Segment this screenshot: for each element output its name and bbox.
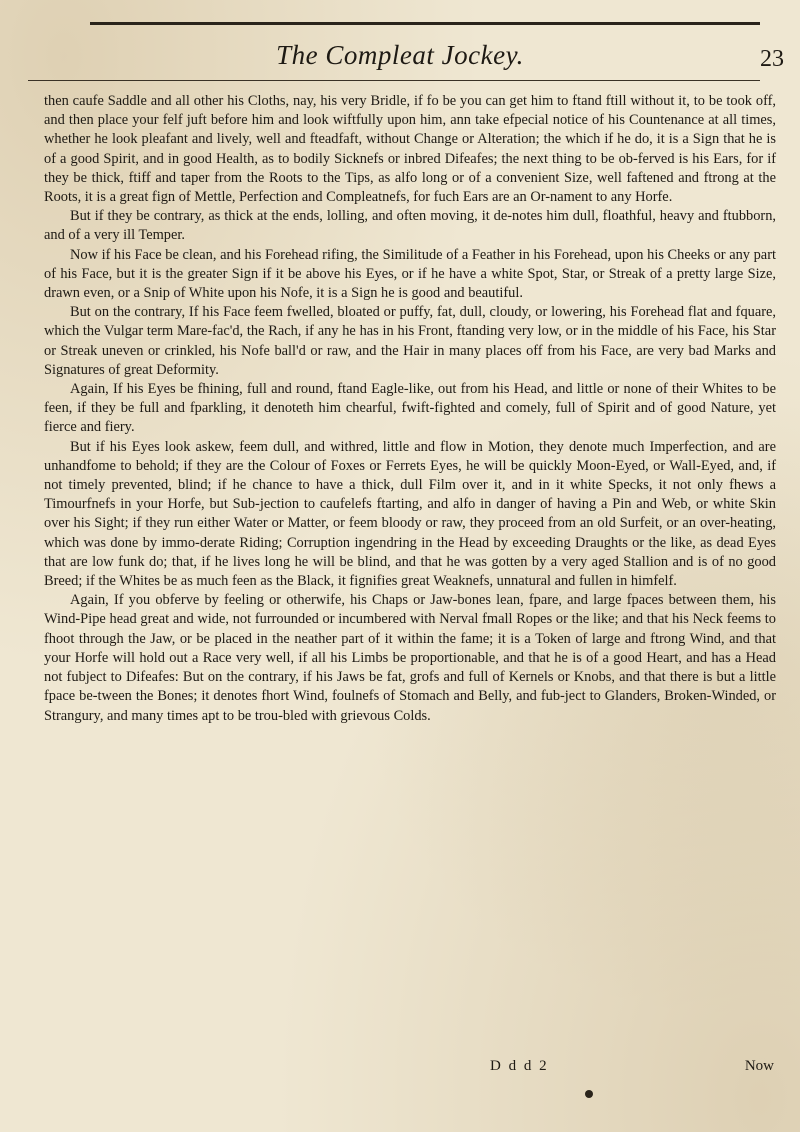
body-text xyxy=(44,92,776,1056)
running-title: The Compleat Jockey. xyxy=(276,40,524,70)
ink-dot-ornament xyxy=(585,1090,593,1098)
page-number: 23 xyxy=(760,46,784,72)
page-header xyxy=(0,0,800,90)
top-rule xyxy=(90,22,760,25)
paragraph: Again, If his Eyes be fhining, full and round, ftand Eagle-like, out from his Head, and little or none of their Whites to be feen, if they be full and fparkling, it denoteth him chearful, fwift-fighted and comely, full of Spirit and of good Nature, yet fierce and fiery. xyxy=(44,381,776,436)
paragraph: But on the contrary, If his Face feem fwelled, bloated or puffy, fat, dull, cloudy, or lowering, his Forehead flat and fquare, which the Vulgar term Mare-fac'd, the Rach, if any he has in his Front, ftanding very low, or in the middle of his Face, his Star or Streak uneven or crinkled, his Nofe ball'd or raw, and the Hair in many places off from his Face, are very bad Marks and Signatures of great Deformity. xyxy=(44,304,776,378)
paragraph: then caufe Saddle and all other his Cloths, nay, his very Bridle, if fo be you can get him to ftand ftill without it, to be took off, and then place your felf juft before him and look wiftfully upon him, ann take efpecial notice of his Countenance at all times, whether he look pleafant and lively, well and fteadfaft, without Change or Alteration; the which if he do, it is a Sign that he is of a good Spirit, and in good Health, as to bodily Sicknefs or inbred Difeafes; the next thing to be ob-ferved is his Ears, for if they be thick, ftiff and taper from the Roots to the Tips, as alfo long or of a convenient Size, well faftened and ftrong at the Roots, it is a great fign of Mettle, Perfection and Compleatnefs, for fuch Ears are an Or-nament to any Horfe. xyxy=(44,93,776,206)
signature-mark: D d d 2 xyxy=(490,1058,549,1074)
catchword: Now xyxy=(744,1058,774,1074)
paragraph: Again, If you obferve by feeling or otherwife, his Chaps or Jaw-bones lean, fpare, and large fpaces between them, his Wind-Pipe head great and wide, not furrounded or incumbered with Nerval fmall Ropes or the like; and that his Neck feems to fhoot through the Jaw, or be placed in the neather part of it within the fame; it is a Token of large and ftrong Wind, and that your Horfe will hold out a Race very well, if all his Limbs be proportionable, and that he is of a good Heart, and has a Head not fubject to Difeafes: But on the contrary, if his Jaws be fat, grofs and full of Kernels or Knobs, and that there is but a little fpace be-tween the Bones; it denotes fhort Wind, foulnefs of Stomach and Belly, and fub-ject to Glanders, Broken-Winded, or Strangury, and many times apt to be trou-bled with grievous Colds. xyxy=(44,592,776,724)
paragraph: But if his Eyes look askew, feem dull, and withred, little and flow in Motion, they denote much Imperfection, and are unhandfome to behold; if they are the Colour of Foxes or Ferrets Eyes, he will be quickly Moon-Eyed, or Wall-Eyed, and, if not timely prevented, blind; if he chance to have a thick, dull Film over it, and in it white Specks, it not only fhews a Timourfnefs in your Horfe, but Sub-jection to caufelefs ftarting, and alfo in danger of having a Pin and Web, or white Skin over his Sight; if they run either Water or Matter, or feem bloody or raw, they proceed from an old Surfeit, or an over-heating, which was done by immo-derate Riding; Corruption ingendring in the Head by exceeding Draughts or the like, as dead Eyes that are low funk do; that, if he lives long he will be blind, and that he was gotten by a very aged Stallion and is of no good Breed; if the Whites be as much feen as the Black, it fignifies great Weaknefs, unnatural and fullen in himfelf. xyxy=(44,438,776,590)
paragraph: Now if his Face be clean, and his Forehead rifing, the Similitude of a Feather in his Forehead, upon his Cheeks or any part of his Face, but it is the greater Sign if it be above his Eyes, or if he have a white Spot, Star, or Streak of a pretty large Size, drawn even, or a Snip of White upon his Nofe, it is a Sign he is good and beautiful. xyxy=(44,246,776,302)
paragraph: But if they be contrary, as thick at the ends, lolling, and often moving, it de-notes him dull, floathful, heavy and ftubborn, and of a very ill Temper. xyxy=(44,208,776,244)
header-rule xyxy=(28,80,760,81)
